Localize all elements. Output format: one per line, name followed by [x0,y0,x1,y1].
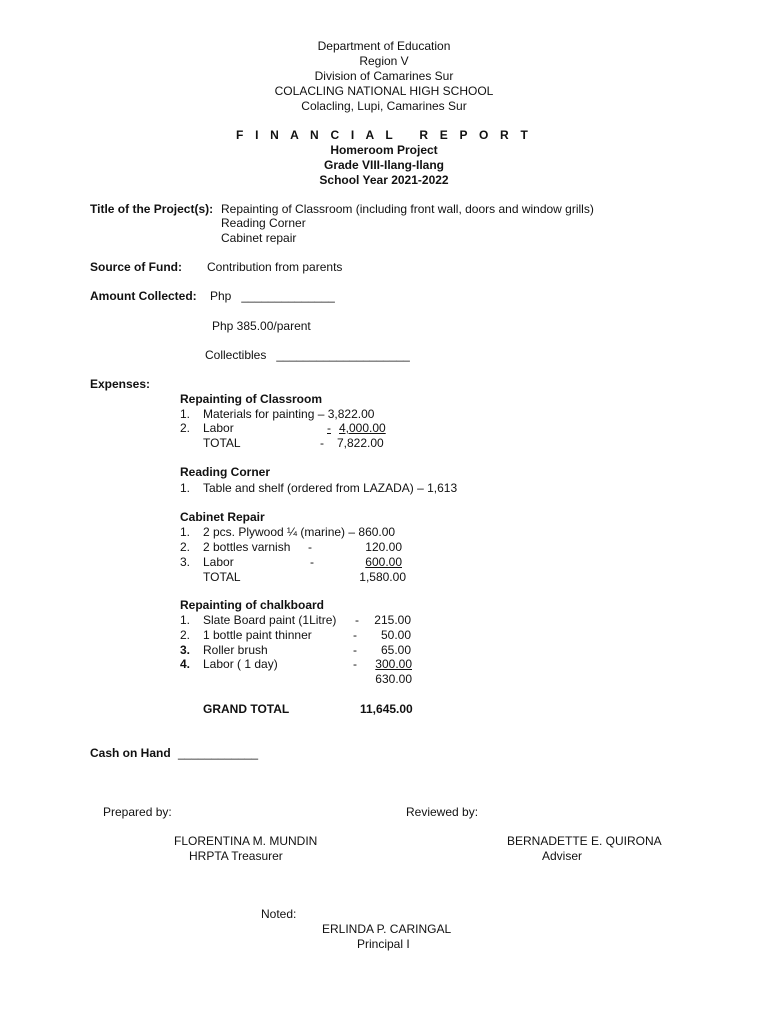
noted-name: ERLINDA P. CARINGAL [322,922,452,936]
section-heading: Repainting of chalkboard [180,598,325,612]
expenses-label: Expenses: [90,377,151,391]
amount-per-parent: Php 385.00/parent [212,319,311,333]
item-number: 1. [180,407,191,421]
item-number: 1. [180,525,191,539]
item-dash: - [310,555,314,569]
reviewed-name: BERNADETTE E. QUIRONA [507,834,662,848]
item-dash: - [353,628,357,642]
header-address: Colacling, Lupi, Camarines Sur [301,99,467,113]
item-text: Materials for painting – 3,822.00 [203,407,375,421]
report-title: F I N A N C I A L R E P O R T [236,128,532,142]
total-amount: 7,822.00 [337,436,384,450]
item-number: 1. [180,481,191,495]
prepared-title: HRPTA Treasurer [189,849,283,863]
item-text: Table and shelf (ordered from LAZADA) – 1,613 [203,481,458,495]
cash-label: Cash on Hand [90,746,171,760]
section-heading: Cabinet Repair [180,510,265,524]
item-amount: 120.00 [365,540,402,554]
amount-value: Php ______________ [210,289,335,303]
fund-value: Contribution from parents [207,260,343,274]
item-number: 1. [180,613,191,627]
total-amount: 1,580.00 [359,570,406,584]
item-dash: - [308,540,312,554]
report-subtitle-year: School Year 2021-2022 [319,173,449,187]
item-dash: - [353,657,357,671]
item-number: 2. [180,421,191,435]
project-item: Repainting of Classroom (including front wall, doors and window grills) [221,202,594,216]
reviewed-title: Adviser [542,849,583,863]
item-text: Labor [203,421,234,435]
grand-total-amount: 11,645.00 [360,702,413,716]
item-text: 2 bottles varnish [203,540,291,554]
item-amount: 215.00 [374,613,411,627]
header-region: Region V [359,54,409,68]
item-number: 2. [180,628,191,642]
item-text: Labor [203,555,234,569]
item-text: Roller brush [203,643,268,657]
header-department: Department of Education [317,39,451,53]
item-dash: - [355,613,359,627]
item-amount: 600.00 [365,555,402,569]
total-label: TOTAL [203,436,241,450]
fund-label: Source of Fund: [90,260,182,274]
amount-label: Amount Collected: [90,289,197,303]
project-item: Reading Corner [221,216,306,230]
total-dash: - [320,436,324,450]
item-number: 3. [180,643,191,657]
prepared-name: FLORENTINA M. MUNDIN [174,834,318,848]
project-label: Title of the Project(s): [90,202,214,216]
cash-value: ____________ [178,746,259,760]
reviewed-by-label: Reviewed by: [406,805,479,819]
header-division: Division of Camarines Sur [314,69,454,83]
subtotal-amount: 630.00 [375,672,412,686]
item-text: 2 pcs. Plywood ¼ (marine) – 860.00 [203,525,396,539]
item-text: 1 bottle paint thinner [203,628,312,642]
section-heading: Reading Corner [180,465,271,479]
grand-total-label: GRAND TOTAL [203,702,290,716]
item-amount: 300.00 [375,657,412,671]
item-dash: - [327,421,331,435]
item-dash: - [353,643,357,657]
report-subtitle-grade: Grade VIII-Ilang-Ilang [323,158,445,172]
noted-label: Noted: [261,907,297,921]
prepared-by-label: Prepared by: [103,805,172,819]
item-text: Slate Board paint (1Litre) [203,613,337,627]
item-number: 4. [180,657,191,671]
item-amount: 4,000.00 [339,421,386,435]
total-label: TOTAL [203,570,241,584]
noted-title: Principal I [357,937,410,951]
header-school: COLACLING NATIONAL HIGH SCHOOL [274,84,494,98]
item-number: 3. [180,555,191,569]
item-text: Labor ( 1 day) [203,657,278,671]
project-item: Cabinet repair [221,231,297,245]
section-heading: Repainting of Classroom [180,392,323,406]
item-amount: 50.00 [380,628,411,642]
report-subtitle-project: Homeroom Project [330,143,438,157]
amount-collectibles: Collectibles ____________________ [205,348,410,362]
item-amount: 65.00 [380,643,411,657]
item-number: 2. [180,540,191,554]
